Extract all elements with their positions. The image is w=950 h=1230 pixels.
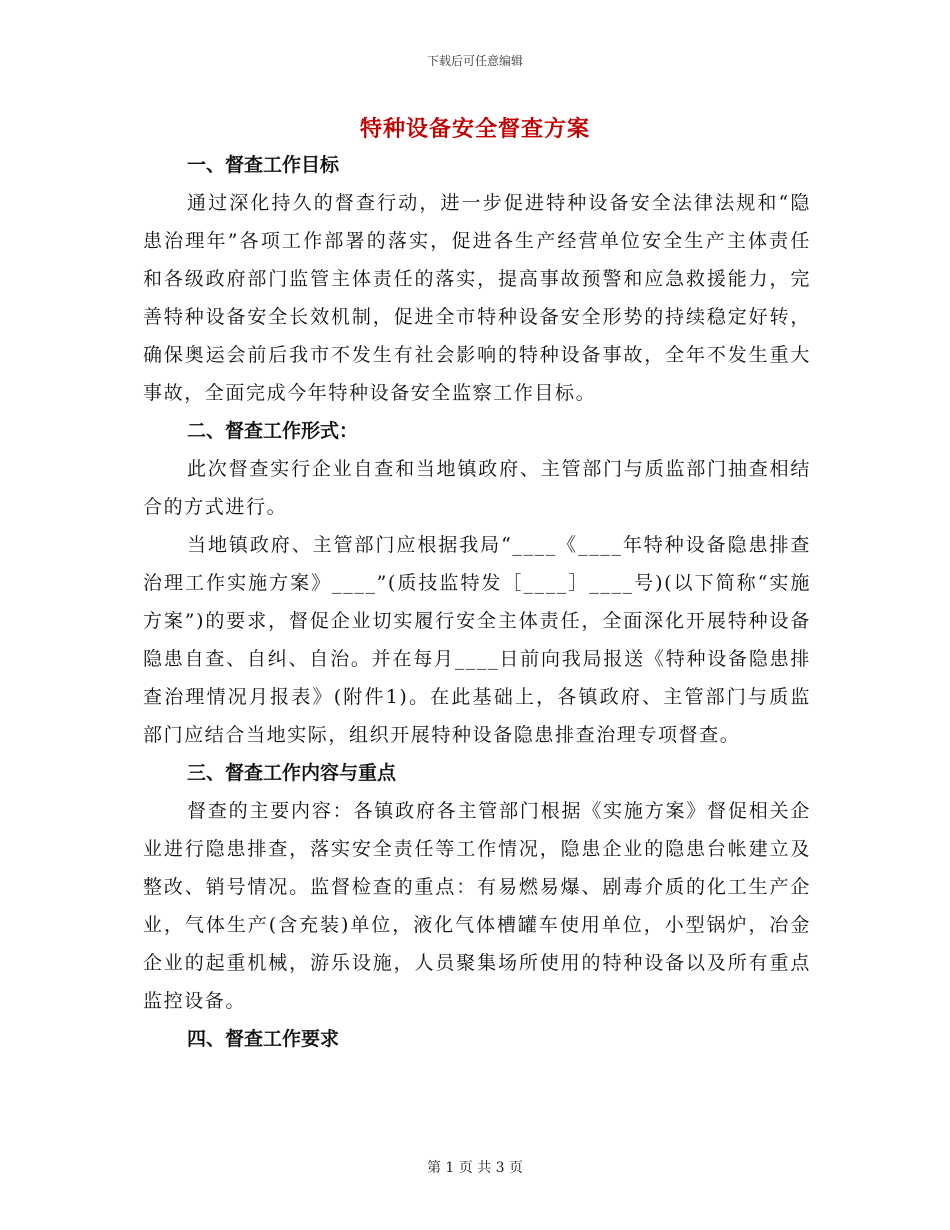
- document-body: [143, 146, 811, 1058]
- document-title: 特种设备安全督查方案: [359, 116, 590, 142]
- section-heading-content: 三、督查工作内容与重点: [187, 762, 397, 784]
- section-heading-goals: 一、督查工作目标: [187, 154, 340, 176]
- section-heading-form: 二、督查工作形式：: [187, 420, 359, 442]
- paragraph-goals: 通过深化持久的督查行动，进一步促进特种设备安全法律法规和“隐患治理年”各项工作部署的落实，促进各生产经营单位安全生产主体责任和各级政府部门监管主体责任的落实，提高事故预警和应急救援能力，完善特种设备安全长效机制，促进全市特种设备安全形势的持续稳定好转，确保奥运会前后我市不发生有社会影响的特种设备事故，全年不发生重大事故，全面完成今年特种设备安全监察工作目标。: [143, 192, 811, 404]
- paragraph-form-1: 此次督查实行企业自查和当地镇政府、主管部门与质监部门抽查相结合的方式进行。: [143, 458, 811, 518]
- paragraph-form-2: 当地镇政府、主管部门应根据我局“____《____年特种设备隐患排查治理工作实施方案》____”(质技监特发［____］____号)(以下简称“实施方案”)的要求，督促企业切实履行安全主体责任，全面深化开展特种设备隐患自查、自纠、自治。并在每月____日前向我局报送《特种设备隐患排查治理情况月报表》(附件1)。在此基础上，各镇政府、主管部门与质监部门应结合当地实际，组织开展特种设备隐患排查治理专项督查。: [143, 534, 811, 746]
- section-heading-requirements: 四、督查工作要求: [187, 1028, 340, 1050]
- header-note: 下载后可任意编辑: [426, 54, 523, 68]
- paragraph-content: 督查的主要内容：各镇政府各主管部门根据《实施方案》督促相关企业进行隐患排查，落实安全责任等工作情况，隐患企业的隐患台帐建立及整改、销号情况。监督检查的重点：有易燃易爆、剧毒介质的化工生产企业，气体生产(含充装)单位，液化气体槽罐车使用单位，小型锅炉，冶金企业的起重机械，游乐设施，人员聚集场所使用的特种设备以及所有重点监控设备。: [143, 800, 811, 1012]
- page-number: 第 1 页 共 3 页: [426, 1160, 524, 1176]
